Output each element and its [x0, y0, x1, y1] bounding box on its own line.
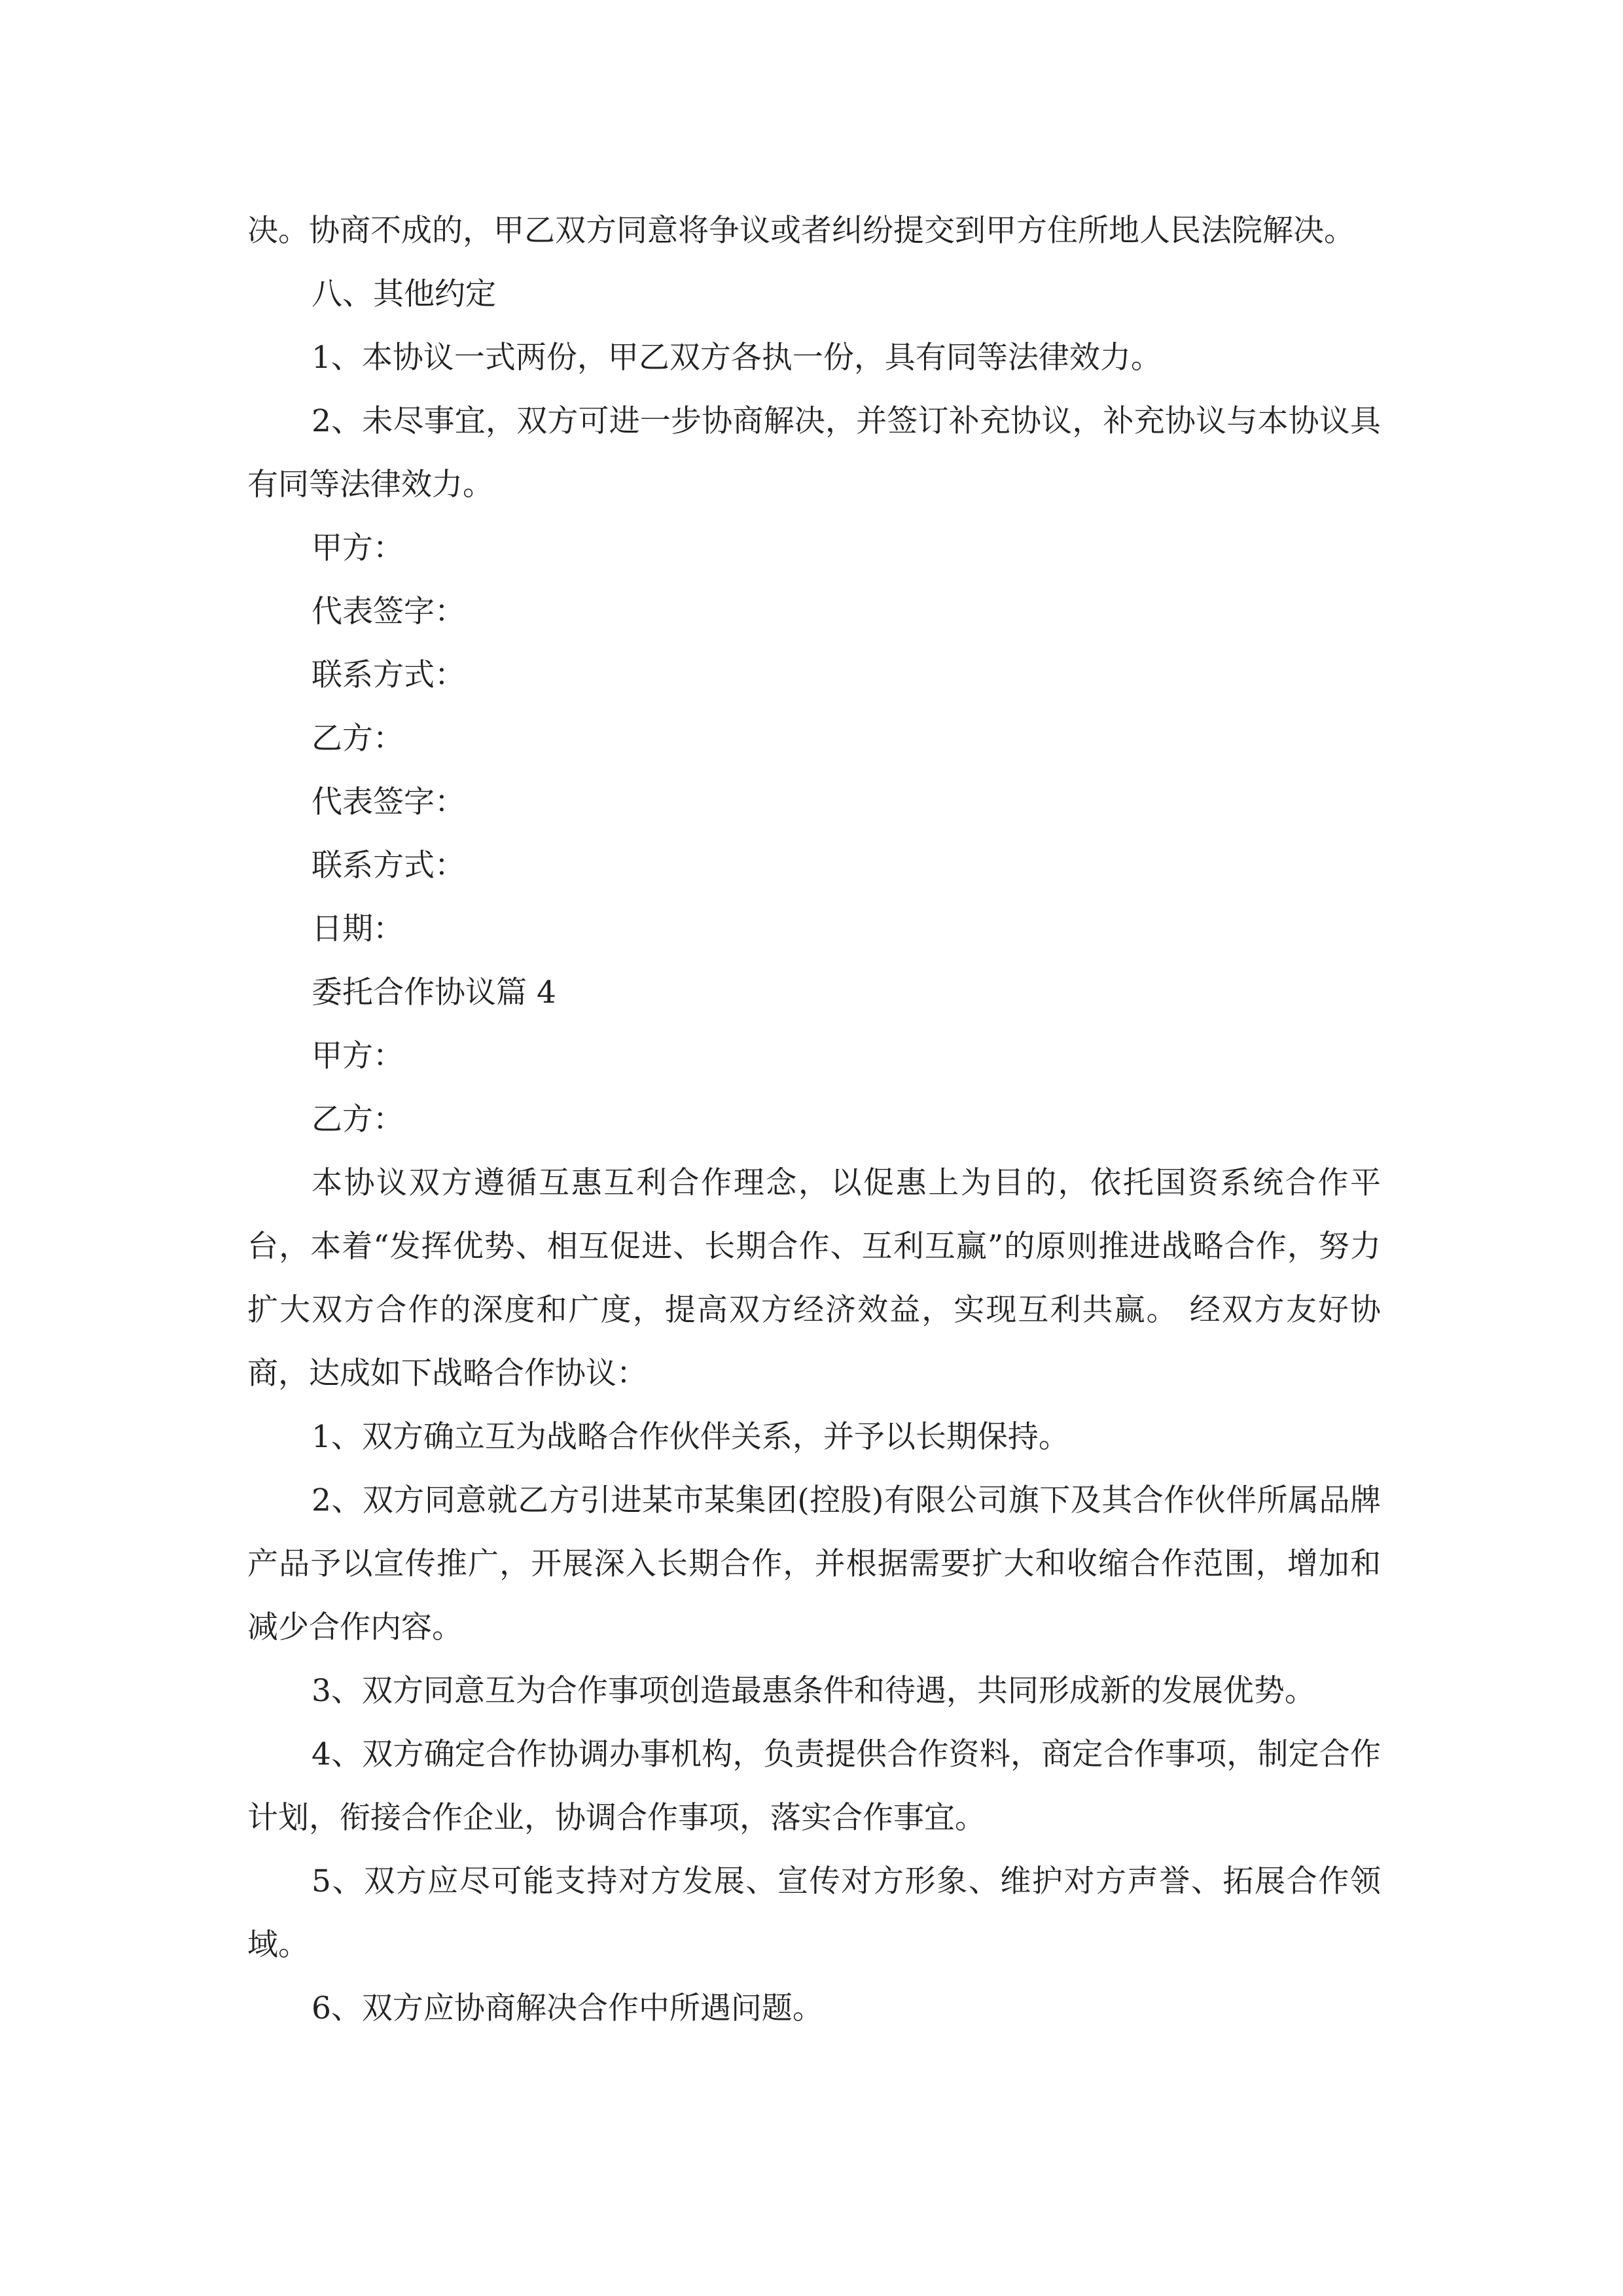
agreement-title: 委托合作协议篇 4	[312, 975, 556, 1011]
clause-1: 1、双方确立互为战略合作伙伴关系，并予以长期保持。	[312, 1419, 1069, 1455]
party-a-label-2: 甲方：	[312, 1038, 404, 1074]
clause-6: 6、双方应协商解决合作中所遇问题。	[312, 1990, 823, 2026]
section-heading-other-agreements: 八、其他约定	[312, 276, 496, 312]
party-b-label-2: 乙方：	[312, 1102, 404, 1138]
document-body	[247, 199, 1381, 2040]
clause-2: 2、双方同意就乙方引进某市某集团(控股)有限公司旗下及其合作伙伴所属品牌产品予以宣传推广，开展深入长期合作，并根据需要扩大和收缩合作范围，增加和减少合作内容。	[247, 1482, 1381, 1645]
party-b-label: 乙方：	[312, 721, 404, 757]
preamble-paragraph: 本协议双方遵循互惠互利合作理念，以促惠上为目的，依托国资系统合作平台，本着“发挥优势、相互促进、长期合作、互利互赢”的原则推进战略合作，努力扩大双方合作的深度和广度，提高双方经济效益，实现互利共赢。 经双方友好协商，达成如下战略合作协议：	[247, 1165, 1381, 1391]
clause-5: 5、双方应尽可能支持对方发展、宣传对方形象、维护对方声誉、拓展合作领域。	[247, 1863, 1381, 1963]
clause-4: 4、双方确定合作协调办事机构，负责提供合作资料，商定合作事项，制定合作计划，衔接合作企业，协调合作事项，落实合作事宜。	[247, 1736, 1381, 1836]
clause-supplementary-agreement: 2、未尽事宜，双方可进一步协商解决，并签订补充协议，补充协议与本协议具有同等法律效力。	[247, 403, 1381, 503]
clause-3: 3、双方同意互为合作事项创造最惠条件和待遇，共同形成新的发展优势。	[312, 1673, 1315, 1709]
paragraph-dispute-resolution-end: 决。协商不成的，甲乙双方同意将争议或者纠纷提交到甲方住所地人民法院解决。	[247, 213, 1355, 249]
party-a-label: 甲方：	[312, 530, 404, 566]
date-label: 日期：	[312, 911, 404, 947]
party-a-signature-label: 代表签字：	[312, 594, 465, 630]
party-a-contact-label: 联系方式：	[312, 657, 465, 693]
party-b-signature-label: 代表签字：	[312, 784, 465, 820]
clause-copies: 1、本协议一式两份，甲乙双方各执一份，具有同等法律效力。	[312, 340, 1162, 376]
party-b-contact-label: 联系方式：	[312, 848, 465, 884]
